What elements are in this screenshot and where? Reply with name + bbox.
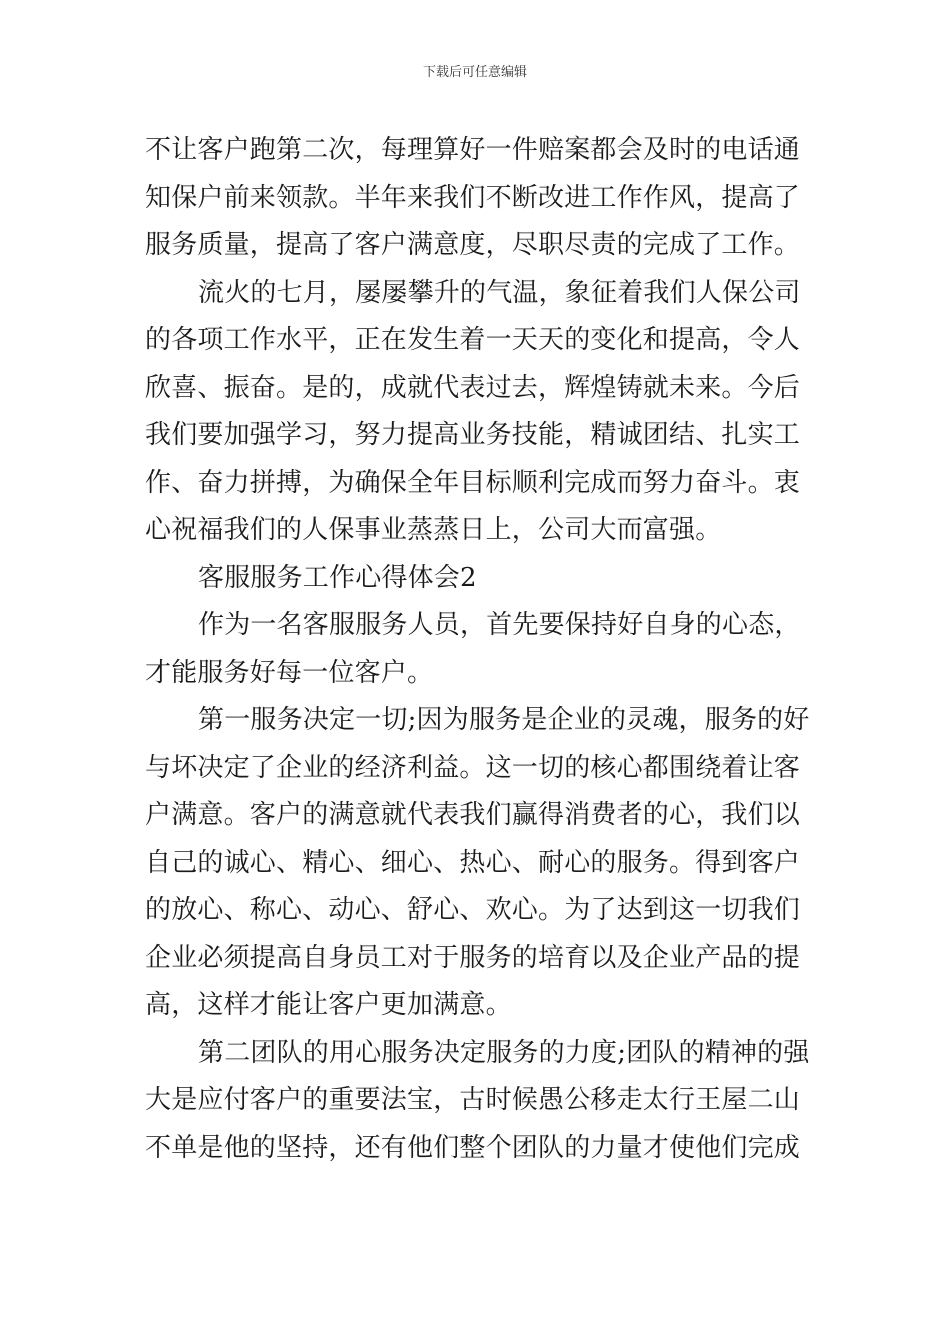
paragraph-5 [145, 1030, 810, 1173]
text-line: 我们要加强学习，努力提高业务技能，精诚团结、扎实工 [145, 420, 801, 450]
section-heading [145, 555, 807, 603]
text-line: 才能服务好每一位客户。 [145, 657, 434, 688]
text-line: 不让客户跑第二次，每理算好一件赔案都会及时的电话通 [145, 135, 801, 165]
text-line: 心祝福我们的人保事业蒸蒸日上，公司大而富强。 [145, 515, 722, 545]
page-header: 下载后可任意编辑 [422, 65, 527, 80]
text-line: 自己的诚心、精心、细心、热心、耐心的服务。得到客户 [145, 847, 801, 878]
text-line: 作为一名客服服务人员，首先要保持好自身的心态， [198, 610, 801, 640]
heading-text: 客服服务工作心得体会2 [198, 562, 477, 593]
paragraph-4 [145, 697, 810, 1030]
text-line: 第二团队的用心服务决定服务的力度;团队的精神的强 [198, 1037, 810, 1068]
text-line: 大是应付客户的重要法宝，古时候愚公移走太行王屋二山 [145, 1085, 801, 1115]
text-line: 作、奋力拼搏，为确保全年目标顺利完成而努力奋斗。衷 [145, 467, 801, 498]
text-line: 知保户前来领款。半年来我们不断改进工作作风，提高了 [145, 182, 801, 213]
text-line: 的各项工作水平，正在发生着一天天的变化和提高，令人 [145, 325, 801, 355]
text-line: 的放心、称心、动心、舒心、欢心。为了达到这一切我们 [145, 895, 801, 925]
text-line: 流火的七月，屡屡攀升的气温，象征着我们人保公司 [198, 277, 801, 308]
text-line: 企业必须提高自身员工对于服务的培育以及企业产品的提 [145, 942, 801, 973]
text-line: 户满意。客户的满意就代表我们赢得消费者的心，我们以 [145, 800, 801, 830]
document-body [145, 127, 810, 1172]
text-line: 第一服务决定一切;因为服务是企业的灵魂，服务的好 [198, 705, 810, 735]
paragraph-1 [145, 127, 807, 270]
text-line: 与坏决定了企业的经济利益。这一切的核心都围绕着让客 [145, 752, 801, 783]
text-line: 高，这样才能让客户更加满意。 [145, 990, 512, 1020]
paragraph-2 [145, 270, 807, 555]
text-line: 欣喜、振奋。是的，成就代表过去，辉煌铸就未来。今后 [145, 372, 801, 403]
text-line: 服务质量，提高了客户满意度，尽职尽责的完成了工作。 [145, 230, 801, 260]
paragraph-3 [145, 602, 807, 697]
text-line: 不单是他的坚持，还有他们整个团队的力量才使他们完成 [145, 1132, 801, 1163]
